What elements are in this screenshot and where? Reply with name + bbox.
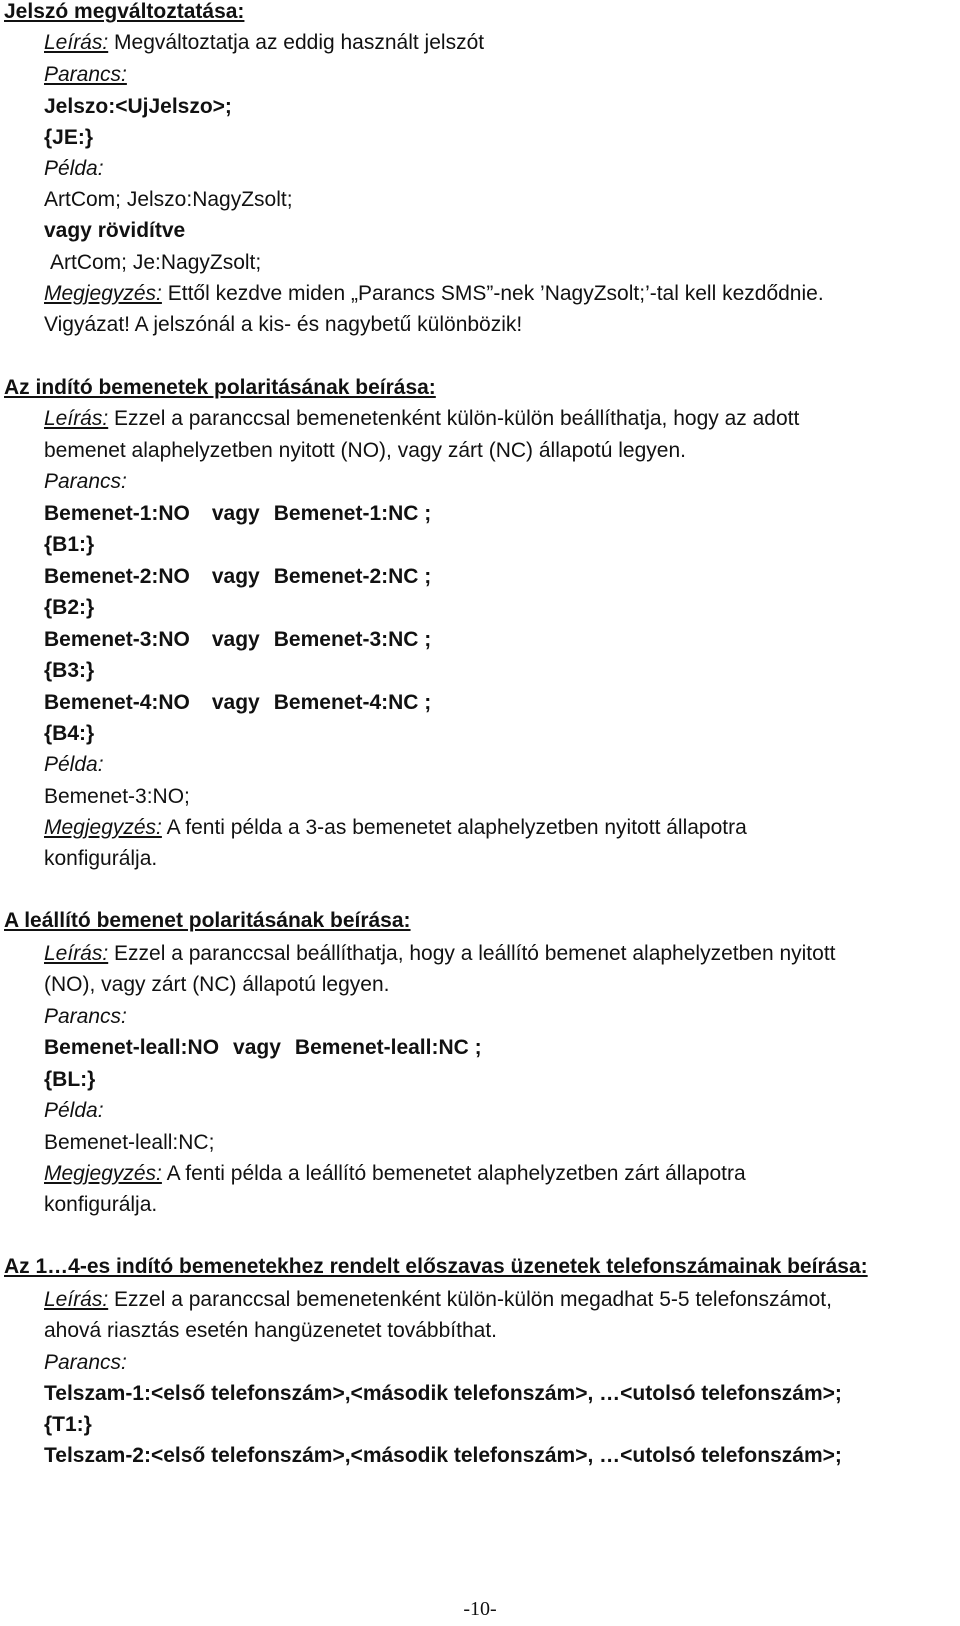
section-title-password: Jelszó megváltoztatása: [4, 0, 245, 23]
note-text-cont: konfigurálja. [44, 847, 158, 870]
command-text: Jelszo:<UjJelszo>; [44, 95, 232, 118]
command-text: Telszam-1:<első telefonszám>,<második telefonszám>, …<utolsó telefonszám>; [44, 1382, 842, 1405]
command-label: Parancs: [44, 470, 127, 493]
description-label: Leírás: [44, 1288, 109, 1311]
note [44, 279, 824, 309]
description-text-cont: ahová riasztás esetén hangüzenetet továbbíthat. [44, 1319, 497, 1342]
note-label: Megjegyzés: [44, 1162, 162, 1185]
command-no: Bemenet-1:NO [44, 502, 190, 525]
description [44, 404, 799, 434]
command-row [44, 1033, 482, 1063]
description [44, 1285, 832, 1315]
command-or: vagy [211, 628, 260, 651]
warning-text: Vigyázat! A jelszónál a kis- és nagybetű különbözik! [44, 313, 523, 336]
command-short: {BL:} [44, 1068, 96, 1091]
command-nc: Bemenet-3:NC ; [273, 628, 432, 651]
command-row [44, 562, 431, 592]
description-text-cont: bemenet alaphelyzetben nyitott (NO), vagy zárt (NC) állapotú legyen. [44, 439, 686, 462]
description-label: Leírás: [44, 31, 109, 54]
command-short: {B4:} [44, 722, 95, 745]
command-row [44, 625, 431, 655]
command-short: {JE:} [44, 126, 94, 149]
note-label: Megjegyzés: [44, 816, 162, 839]
command-row [44, 499, 431, 529]
example-label: Példa: [44, 1099, 104, 1122]
section-title-stop-input: A leállító bemenet polaritásának beírása: [4, 909, 411, 932]
example-label: Példa: [44, 753, 104, 776]
command-text: Telszam-2:<első telefonszám>,<második telefonszám>, …<utolsó telefonszám>; [44, 1444, 842, 1467]
command-nc: Bemenet-4:NC ; [273, 691, 432, 714]
command-row [44, 688, 431, 718]
command-or: vagy [211, 691, 260, 714]
description-text-cont: (NO), vagy zárt (NC) állapotú legyen. [44, 973, 390, 996]
command-no: Bemenet-4:NO [44, 691, 190, 714]
note-text: Ettől kezdve miden „Parancs SMS”-nek ’NagyZsolt;’-tal kell kezdődnie. [161, 282, 824, 305]
note [44, 1159, 746, 1189]
description [44, 28, 484, 58]
command-nc: Bemenet-2:NC ; [273, 565, 432, 588]
command-label: Parancs: [44, 63, 127, 86]
description-label: Leírás: [44, 407, 109, 430]
page-number: -10- [463, 1598, 497, 1620]
example-short-text: ArtCom; Je:NagyZsolt; [50, 251, 262, 274]
note [44, 813, 747, 843]
example-label: Példa: [44, 157, 104, 180]
command-label: Parancs: [44, 1005, 127, 1028]
section-title-phone-numbers: Az 1…4-es indító bemenetekhez rendelt előszavas üzenetek telefonszámainak beírása: [4, 1255, 868, 1278]
note-text-cont: konfigurálja. [44, 1193, 158, 1216]
description-text: Ezzel a paranccsal beállíthatja, hogy a leállító bemenet alaphelyzetben nyitott [108, 942, 836, 965]
note-text: A fenti példa a 3-as bemenetet alaphelyzetben nyitott állapotra [161, 816, 747, 839]
section-title-input-polarity: Az indító bemenetek polaritásának beírása: [4, 376, 436, 399]
description-text: Megváltoztatja az eddig használt jelszót [108, 31, 485, 54]
command-no: Bemenet-leall:NO [44, 1036, 220, 1059]
command-label: Parancs: [44, 1351, 127, 1374]
description-text: Ezzel a paranccsal bemenetenként külön-külön megadhat 5-5 telefonszámot, [108, 1288, 832, 1311]
command-nc: Bemenet-leall:NC ; [294, 1036, 482, 1059]
command-short: {B3:} [44, 659, 95, 682]
command-no: Bemenet-3:NO [44, 628, 190, 651]
note-label: Megjegyzés: [44, 282, 162, 305]
command-short: {T1:} [44, 1413, 92, 1436]
example-text: Bemenet-3:NO; [44, 785, 190, 808]
command-or: vagy [233, 1036, 281, 1059]
example-text: Bemenet-leall:NC; [44, 1131, 215, 1154]
example-or-short: vagy rövidítve [44, 219, 186, 242]
command-short: {B1:} [44, 533, 95, 556]
command-nc: Bemenet-1:NC ; [273, 502, 432, 525]
description-label: Leírás: [44, 942, 109, 965]
command-short: {B2:} [44, 596, 95, 619]
note-text: A fenti példa a leállító bemenetet alaphelyzetben zárt állapotra [161, 1162, 746, 1185]
description [44, 939, 836, 969]
command-or: vagy [211, 502, 260, 525]
example-text: ArtCom; Jelszo:NagyZsolt; [44, 188, 293, 211]
description-text: Ezzel a paranccsal bemenetenként külön-külön beállíthatja, hogy az adott [108, 407, 800, 430]
command-or: vagy [211, 565, 260, 588]
command-no: Bemenet-2:NO [44, 565, 190, 588]
